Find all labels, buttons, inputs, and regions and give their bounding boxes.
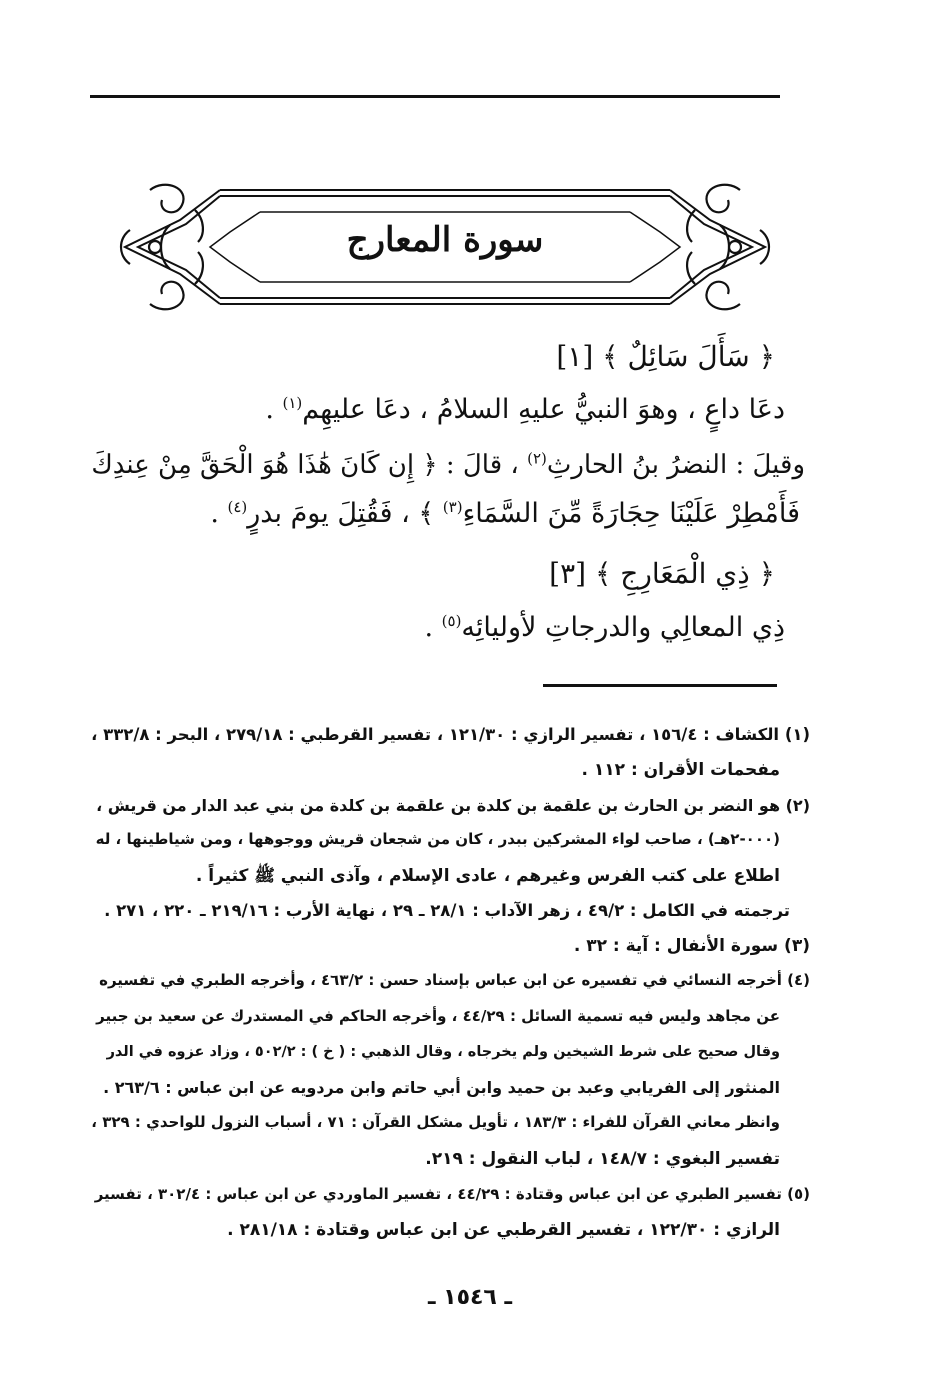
sura-title: سورة المعارج xyxy=(346,220,544,260)
footnote-ref-4: (٤) xyxy=(227,498,248,516)
paragraph-4-end: . xyxy=(424,612,442,643)
paragraph-1 xyxy=(265,396,785,423)
paragraph-3-end: . xyxy=(210,498,228,529)
footnote-2-line-3: اطلاع على كتب الفرس وغيرهم ، عادى الإسلام ، وآذى النبي ﷺ كثيراً . xyxy=(195,866,780,886)
verse-3: ﴿ ذِي الْمَعَارِجِ ﴾ [٣] xyxy=(549,557,775,590)
footnote-4-line-3: وقال صحيح على شرط الشيخين ولم يخرجاه ، وقال الذهبي : ( خ ) : ٥٠٢/٢ ، وزاد عزوه في الدر xyxy=(106,1044,780,1060)
footnote-4-line-2: عن مجاهد وليس فيه تسمية السائل : ٤٤/٢٩ ، وأخرجه الحاكم في المستدرك عن سعيد بن جبير xyxy=(96,1007,780,1025)
paragraph-2-start: وقيلَ : النضرُ بنُ الحارثِ xyxy=(546,450,805,480)
sura-header-cartouche xyxy=(110,180,780,315)
footnote-3-line-1: (٣) سورة الأنفال : آية : ٣٢ . xyxy=(573,936,810,956)
paragraph-2-quote: ، قالَ : ﴿ إِن كَانَ هَٰذَا هُوَ الْحَقَّ مِنْ عِندِكَ xyxy=(91,450,528,480)
page-number: ـ ١٥٤٦ ـ xyxy=(427,1285,513,1310)
footnote-ref-5: (٥) xyxy=(441,612,462,630)
footnote-5-line-1: (٥) تفسير الطبري عن ابن عباس وقتادة : ٤٤/٢٩ ، تفسير الماوردي عن ابن عباس : ٣٠٢/٤ ، تفسير xyxy=(94,1185,810,1203)
paragraph-4 xyxy=(424,614,785,641)
paragraph-2 xyxy=(91,449,805,480)
paragraph-3-rest: ﴾ ، فَقُتِلَ يومَ بدرٍ xyxy=(247,498,443,529)
footnote-ref-2: (٢) xyxy=(527,449,547,468)
footnote-1-line-2: مفحمات الأقران : ١١٢ . xyxy=(581,760,780,780)
footnote-ref-3: (٣) xyxy=(442,498,463,516)
footnote-4-line-5: وانظر معاني القرآن للفراء : ١٨٣/٣ ، تأويل مشكل القرآن : ٧١ ، أسباب النزول للواحدي : ٣٢٩ ، xyxy=(91,1113,780,1131)
paragraph-3-verse: فَأَمْطِرْ عَلَيْنَا حِجَارَةً مِّنَ السَّمَاءِ xyxy=(462,498,800,529)
paragraph-3 xyxy=(210,500,800,527)
paragraph-1-end: . xyxy=(265,394,283,425)
footnote-2-line-2: (٠٠٠-٢هـ) ، صاحب لواء المشركين ببدر ، كان من شجعان قريش ووجوهها ، ومن شياطينها ، له xyxy=(95,830,780,848)
footnote-ref-1: (١) xyxy=(282,394,303,412)
footnote-4-line-6: تفسير البغوي : ١٤٨/٧ ، لباب النقول : ٢١٩. xyxy=(425,1149,780,1169)
paragraph-1-text: دعَا داعٍ ، وهوَ النبيُّ عليهِ السلامُ ، دعَا عليهِم xyxy=(302,394,785,425)
footnote-4-line-4: المنثور إلى الفريابي وعبد بن حميد وابن أبي حاتم وابن مردويه عن ابن عباس : ٢٦٣/٦ . xyxy=(103,1078,780,1097)
footnote-5-line-2: الرازي : ١٢٢/٣٠ ، تفسير القرطبي عن ابن عباس وقتادة : ٢٨١/١٨ . xyxy=(227,1220,780,1240)
verse-1: ﴿ سَأَلَ سَائِلٌ ﴾ [١] xyxy=(556,340,775,373)
footnote-2-line-4: ترجمته في الكامل : ٤٩/٢ ، زهر الآداب : ٢٨/١ ـ ٢٩ ، نهاية الأرب : ٢١٩/١٦ ـ ٢٢٠ ، ٢٧١ . xyxy=(104,901,790,920)
footnote-2-line-1: (٢) هو النضر بن الحارث بن علقمة بن كلدة بن علقمة بن كلدة من بني عبد الدار من قريش ، xyxy=(96,796,810,815)
footnote-1-line-1: (١) الكشاف : ١٥٦/٤ ، تفسير الرازي : ١٢١/٣٠ ، تفسير القرطبي : ٢٧٩/١٨ ، البحر : ٣٣٢/٨ ، xyxy=(91,725,810,744)
footnote-separator xyxy=(543,684,777,687)
top-rule xyxy=(90,95,780,98)
paragraph-4-text: ذِي المعالِي والدرجاتِ لأوليائِه xyxy=(461,612,785,643)
footnote-4-line-1: (٤) أخرجه النسائي في تفسيره عن ابن عباس بإسناد حسن : ٤٦٣/٢ ، وأخرجه الطبري في تفسيره xyxy=(99,971,810,989)
